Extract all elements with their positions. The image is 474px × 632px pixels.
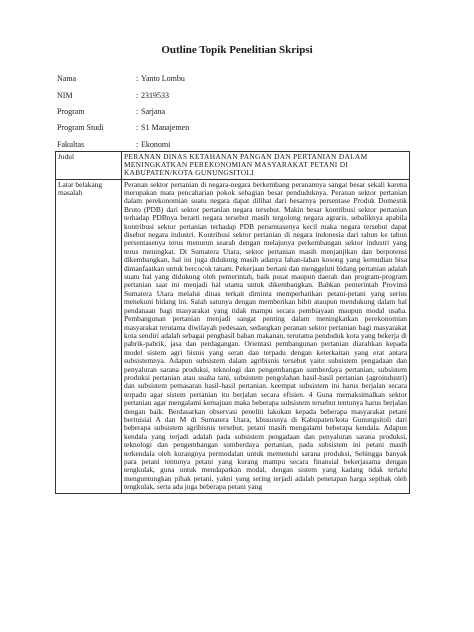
outline-table [55, 151, 410, 494]
field-label: NIM [57, 91, 73, 100]
field-separator: : [136, 74, 139, 83]
field-label: Nama [57, 74, 77, 83]
field-separator: : [136, 91, 139, 100]
field-value: 2319533 [141, 91, 169, 100]
field-separator: : [136, 123, 139, 132]
field-separator: : [136, 140, 139, 149]
field-label: Program [57, 107, 85, 116]
field-label: Fakultas [57, 140, 85, 149]
field-value: S1 Manajemen [141, 123, 190, 132]
field-value: Ekonomi [141, 140, 171, 149]
field-value: Yanto Lombu [141, 74, 185, 83]
field-label: Program Studi [57, 123, 104, 132]
judul-text: PERANAN DINAS KETAHANAN PANGAN DAN PERTANIAN DALAM MENINGKATKAN PEREKONOMIAN MASYARAKAT PETANI DI KABUPATEN/KOTA GUNUNGSITOLI [122, 152, 410, 180]
latar-label: Latar belakang masalah [56, 179, 122, 493]
field-separator: : [136, 107, 139, 116]
table-row [56, 179, 410, 493]
table-row [56, 152, 410, 180]
latar-text: Peranan sektor pertanian di negara-negara berkembang peranannya sangat besar sekali karena merupakan mata pencaharian pokok sebagian besar penduduknya. Peranan sektor pertanian dalam perekonomian suatu negara dapat dilihat dari besarnya persentase Produk Domestik Bruto (PDB) dari sektor pertanian negara tersebut. Makin besar kontribusi sektor pertanian terhadap PDBnya berarti negara tersebut masih tergolong negara agraris, sebaliknya apabila kontribusi sektor pertanian terhadap PDB persentasenya kecil maka negara tersebut dapat disebut negara industri. Kontribusi sektor pertanian di negara indonesia dari tahun ke tahun persentasenya terus menurun searah dengan melajunya perkembangan sektor industri yang terus meningkat. Di Sumatera Utara, sektor pertanian masih menjanjikan dan berpotensi dikembangkan, hal ini juga didukung masih adanya lahan-lahan kosong yang kemudian bisa dimanfaatkan untuk bercocok tanam. Pekerjaan bertani dan menggeluti bidang pertanian adalah suatu hal yang didukung oleh pemerintah, baik pusat maupun daerah dan program-program pertanian saat ini menjadi hal utama untuk dikembangkan. Bahkan pemerintah Provinsi Sumatera Utara melalui dinas terkait diminta memperhatikan petani-petani yang serius menekuni bidang ini. Salah satunya dengan memberikan bibit ataupun mendukung dalam hal pendanaan bagi masyarakat yang tidak mampu secara pembiayaan maupun modal usaha. Pembangunan pertanian menjadi sangat penting dalam meningkatkan perekonomian masyarakat terutama diwilayah pedesaan, sedangkan peranan sektor pertanian bagi masyarakat kota sendiri adalah sebagai penghasil bahan makanan, terutama penduduk kota yang bekerja di pabrik-pabrik, jasa dan perdagangan. Orientasi pembangunan pertanian diarahkan kepada model sistem agri bisnis yang seran dan terpadu dengan keterkaitan yang erat antara subsistemnya. Adapun subsistem dalam agribisnis tersebut yaitu subsistem pengadaan dan penyaluran sarana produksi, teknologi dan pengembangan sumberdaya pertanian, subsistem produksi pertanian atau usaha tani, subsistem pengolahan hasil-hasil pertanian (agroindustri) dan subsistem pemasaran hasil-hasil pertanian. keempat subsistem ini harus berjalan secara terpadu agar sistem pertanian itu berjalan secara efisien. 4 Guna memaksimalkan sektor pertanian agar mengalami kemajuan maka beberapa subsistem tersebut tentunya harus berjalan dengan baik. Berdasarkan observasi peneliti lakukan kepada beberapa masyarakat petani berinisial A dan M di Sumatera Utara, khususnya di Kabupaten/kota Gunungsitoli dari beberapa subsistem agribisnis tersebut, petani masih mengalami beberapa kendala. Adapun kendala yang terjadi adalah pada subsistem pengadaan dan penyaluran sarana produksi, teknologi dan pengembangan sumberdaya pertanian, pada subsistem ini petani masih terkendala oleh kurangnya permodalan untuk memenuhi sarana produksi, Sehingga banyak para petani tentunya petani yang kurang mampu secara finansial bekerjasama dengan tengkulak, guna untuk mendapatkan modal, dengan sistem yang kadang tidak terlalu menguntungkan pihak petani, yakni yang sering terjadi adalah penetapan harga sepihak oleh tengkulak, serta ada juga beberapa petani yang [122, 179, 410, 493]
field-value: Sarjana [141, 107, 165, 116]
document-title: Outline Topik Penelitian Skripsi [161, 44, 313, 56]
judul-label: Judul [56, 152, 122, 180]
